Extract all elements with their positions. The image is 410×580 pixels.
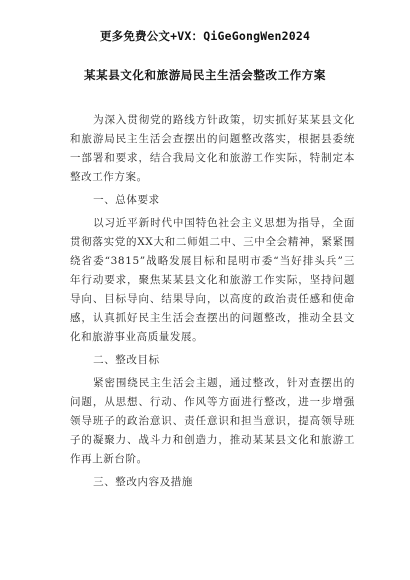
rectification-goals-paragraph: 紧密围绕民主生活会主题，通过整改，针对查摆出的问题，从思想、行动、作风等方面进行整改，进一步增强领导班子的政治意识、责任意识和担当意识，提高领导班子的凝聚力、战斗力和创造力，推动某某县文化和旅游工作再上新台阶。	[70, 377, 355, 465]
intro-paragraph: 为深入贯彻党的路线方针政策，切实抓好某某县文化和旅游局民主生活会查摆出的问题整改落实，根据县委统一部署和要求，结合我局文化和旅游工作实际，特制定本整改工作方案。	[70, 114, 355, 183]
watermark-header: 更多免费公文+VX：QiGeGongWen2024	[99, 29, 311, 43]
section-heading-content-measures: 三、整改内容及措施	[93, 476, 193, 488]
document-title: 某某县文化和旅游局民主生活会整改工作方案	[84, 68, 326, 82]
section-heading-rectification-goals: 二、整改目标	[93, 354, 160, 366]
document-body	[70, 111, 355, 496]
section-heading-overall-requirements: 一、总体要求	[93, 194, 160, 206]
overall-requirements-paragraph: 以习近平新时代中国特色社会主义思想为指导，全面贯彻落实党的XX大和二师姐二中、三中全会精神，紧紧围绕省委“3815”战略发展目标和昆明市委“当好排头兵”三年行动要求，聚焦某某县文化和旅游工作实际，坚持问题导向、目标导向、结果导向，以高度的政治责任感和使命感，认真抓好民主生活会查摆出的问题整改，推动全县文化和旅游事业高质量发展。	[70, 217, 355, 343]
